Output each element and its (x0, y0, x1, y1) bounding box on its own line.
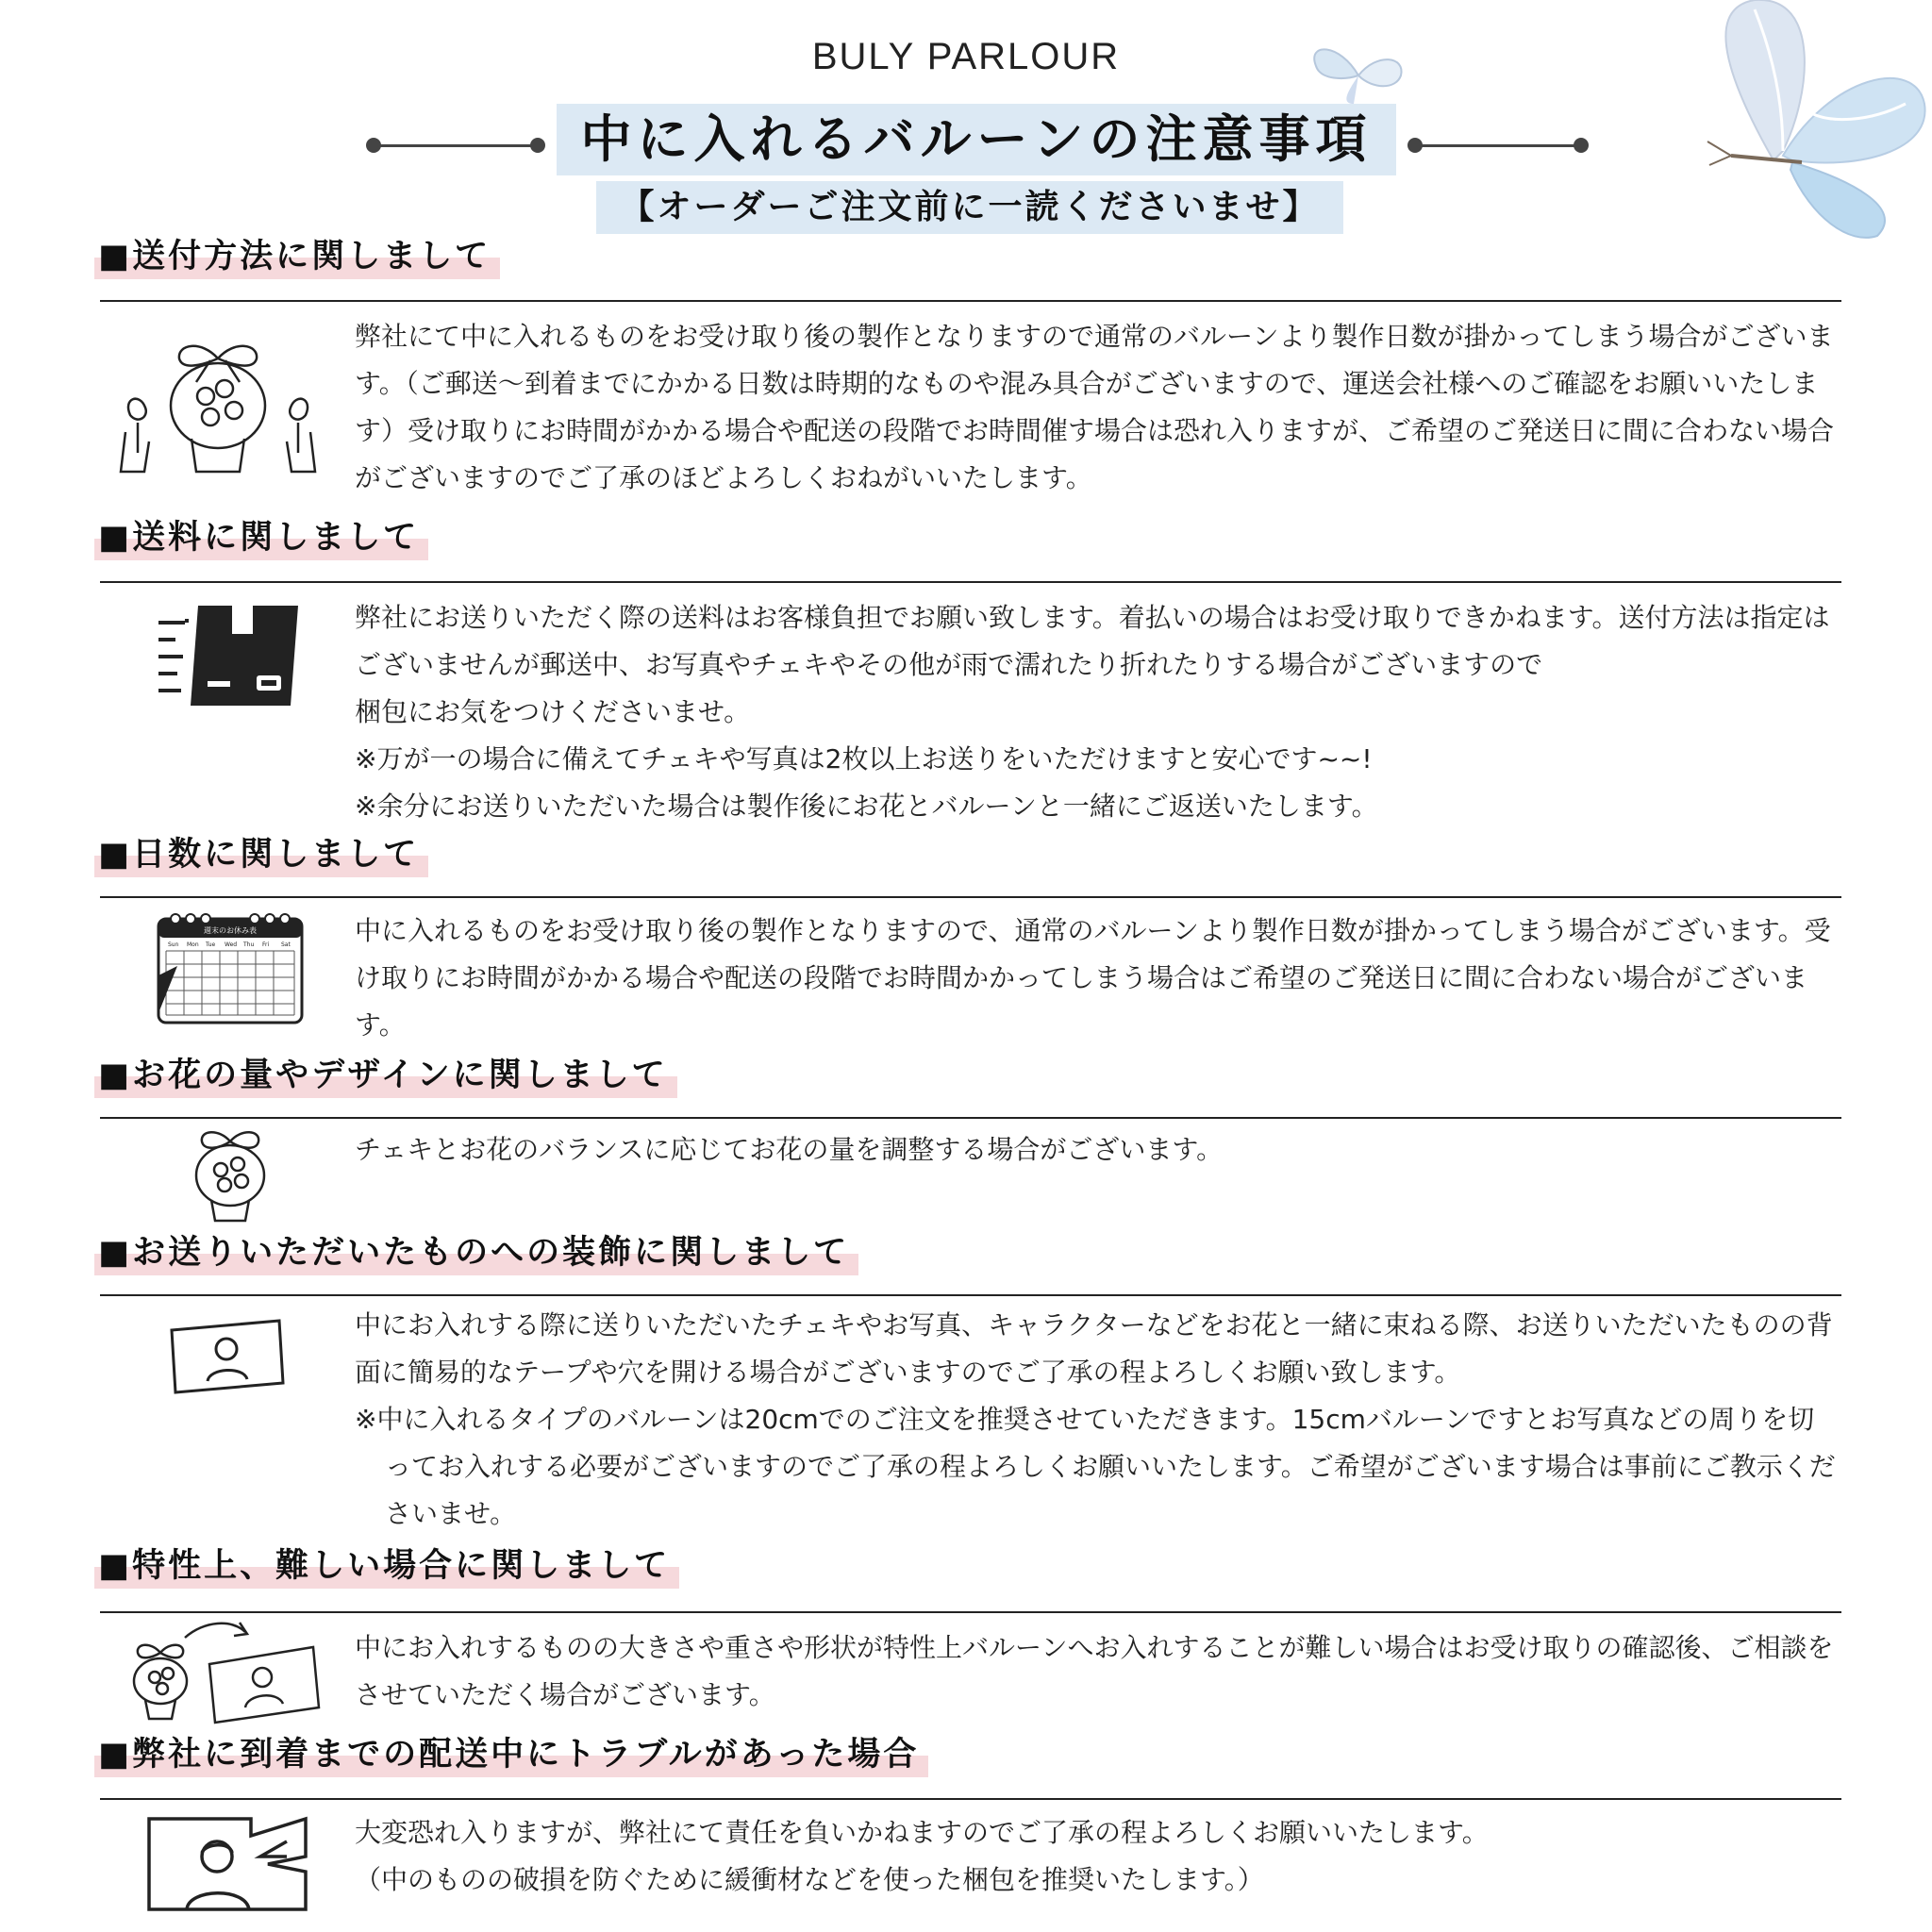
section-paragraph: チェキとお花のバランスに応じてお花の量を調整する場合がございます。 (355, 1134, 1224, 1165)
section-title-shipping-fee: ■送料に関しまして (94, 515, 428, 560)
calendar-header: 週末のお休み表 (204, 926, 257, 935)
title-dot-left-inner (530, 138, 545, 153)
section-paragraph: 梱包にお気をつけくださいませ。 (355, 696, 751, 727)
bouquet-icon (187, 1124, 274, 1224)
section-note: ※万が一の場合に備えてチェキや写真は2枚以上お送りをいただけますと安心です~~! (355, 743, 1373, 774)
calendar-day-label: Sat (281, 941, 291, 948)
section-body (355, 1809, 1840, 1904)
section-title-decoration: ■お送りいただいたものへの装飾に関しまして (94, 1230, 858, 1275)
section-note: ※中に入れるタイプのバルーンは20cmでのご注文を推奨させていただきます。15cmバルーンですとお写真などの周りを切ってお入れする必要がございますのでご了承の程よろしくお願いいたします。ご希望がございます場合は事前にご教示くださいませ。 (355, 1404, 1836, 1529)
section-paragraph: 中にお入れする際に送りいただいたチェキやお写真、キャラクターなどをお花と一緒に束ねる際、お送りいただいたものの背面に簡易的なテープや穴を開ける場合がございますのでご了承の程よろしくお願い致します。 (355, 1309, 1833, 1388)
section-body (355, 1302, 1840, 1538)
title-dot-right-outer (1574, 138, 1589, 153)
small-butterfly-icon (1302, 38, 1415, 113)
broken-photo-icon (145, 1815, 311, 1913)
section-title-shipping-method: ■送付方法に関しまして (94, 234, 500, 279)
section-rule (100, 1294, 1841, 1296)
section-title-flower-design: ■お花の量やデザインに関しまして (94, 1053, 677, 1098)
calendar-day-label: Tue (206, 941, 216, 948)
calendar-day-label: Sun (168, 941, 179, 948)
section-note: ※余分にお送りいただいた場合は製作後にお花とバルーンと一緒にご返送いたします。 (355, 791, 1378, 822)
calendar-day-label: Wed (225, 941, 238, 948)
bouquet-hands-icon (102, 321, 334, 481)
section-body (355, 313, 1840, 502)
delivery-box-icon (151, 600, 302, 713)
section-body (355, 1126, 1840, 1174)
section-rule (100, 1798, 1841, 1800)
section-title-delivery-trouble: ■弊社に到着までの配送中にトラブルがあった場合 (94, 1732, 928, 1777)
section-body (355, 1624, 1840, 1719)
photo-icon (166, 1317, 289, 1396)
section-title-days: ■日数に関しまして (94, 832, 428, 877)
section-rule (100, 581, 1841, 583)
brand-name: BULY PARLOUR (811, 36, 1121, 77)
calendar-day-label: Fri (262, 941, 270, 948)
bouquet-photo-swap-icon (128, 1619, 323, 1724)
section-paragraph: 弊社にて中に入れるものをお受け取り後の製作となりますので通常のバルーンより製作日数が掛かってしまう場合がございます。（ご郵送〜到着までにかかる日数は時期的なものや混み具合がございますので、運送会社様へのご確認をお願いいたします）受け取りにお時間がかかる場合や配送の段階でお時間催す場合は恐れ入りますが、ご希望のご発送日に間に合わない場合がございますのでご了承のほどよろしくおねがいいたします。 (355, 321, 1835, 493)
page-title: 中に入れるバルーンの注意事項 (557, 104, 1396, 175)
large-butterfly-icon (1641, 0, 1932, 245)
section-title-difficult-cases: ■特性上、難しい場合に関しまして (94, 1543, 679, 1589)
section-paragraph: 中に入れるものをお受け取り後の製作となりますので、通常のバルーンより製作日数が掛かってしまう場合がございます。受け取りにお時間がかかる場合や配送の段階でお時間かかってしまう場合はご希望のご発送日に間に合わない場合がございます。 (355, 915, 1831, 1041)
title-line-left (374, 144, 540, 147)
section-paragraph: 中にお入れするものの大きさや重さや形状が特性上バルーンへお入れすることが難しい場合はお受け取りの確認後、ご相談をさせていただく場合がございます。 (355, 1632, 1834, 1710)
calendar-day-label: Thu (243, 941, 255, 948)
section-rule (100, 1117, 1841, 1119)
calendar-day-label: Mon (187, 941, 199, 948)
page-subtitle: 【オーダーご注文前に一読くださいませ】 (596, 181, 1343, 234)
section-rule (100, 1611, 1841, 1613)
section-rule (100, 300, 1841, 302)
title-line-right (1415, 144, 1581, 147)
section-paragraph: 大変恐れ入りますが、弊社にて責任を負いかねますのでご了承の程よろしくお願いいたします。 (355, 1817, 1489, 1848)
section-rule (100, 896, 1841, 898)
section-note: （中のものの破損を防ぐために緩衝材などを使った梱包を推奨いたします。） (355, 1864, 1264, 1895)
section-paragraph: 弊社にお送りいただく際の送料はお客様負担でお願い致します。着払いの場合はお受け取りできかねます。送付方法は指定はございませんが郵送中、お写真やチェキやその他が雨で濡れたり折れたりする場合がございますので (355, 602, 1830, 680)
section-body (355, 908, 1840, 1049)
calendar-icon (155, 909, 306, 1026)
section-body (355, 594, 1840, 830)
